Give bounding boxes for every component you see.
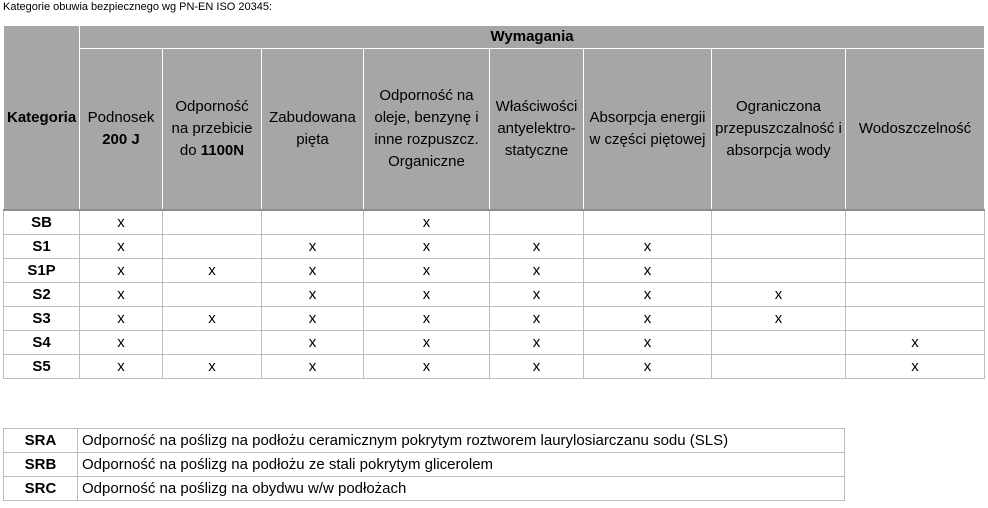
- requirement-cell: x: [584, 235, 712, 259]
- requirement-cell: x: [80, 307, 163, 331]
- table-row: [4, 477, 845, 501]
- requirement-cell: x: [80, 355, 163, 379]
- requirement-cell: x: [364, 331, 490, 355]
- requirement-cell: x: [364, 283, 490, 307]
- requirement-cell: x: [712, 283, 846, 307]
- requirement-cell: x: [712, 307, 846, 331]
- requirement-cell: [846, 210, 985, 235]
- requirement-cell: [262, 210, 364, 235]
- requirement-cell: [846, 283, 985, 307]
- requirement-cell: x: [80, 331, 163, 355]
- requirement-cell: x: [490, 283, 584, 307]
- requirement-cell: x: [364, 259, 490, 283]
- table-row: [4, 453, 845, 477]
- requirement-cell: x: [163, 307, 262, 331]
- slip-resistance-table: [3, 428, 845, 501]
- requirement-cell: x: [490, 307, 584, 331]
- category-cell: S2: [4, 283, 80, 307]
- requirement-cell: [163, 210, 262, 235]
- requirement-cell: [163, 283, 262, 307]
- requirement-cell: x: [584, 355, 712, 379]
- category-cell: S1P: [4, 259, 80, 283]
- header-kategoria: Kategoria: [4, 26, 80, 211]
- category-cell: S4: [4, 331, 80, 355]
- category-cell: S5: [4, 355, 80, 379]
- header-przebicie: Odporność na przebicie do 1100N: [163, 49, 262, 211]
- requirement-cell: x: [262, 283, 364, 307]
- table-row: [4, 307, 985, 331]
- requirement-cell: x: [584, 283, 712, 307]
- requirement-cell: x: [490, 331, 584, 355]
- header-podnosek: Podnosek 200 J: [80, 49, 163, 211]
- table-row: [4, 429, 845, 453]
- requirement-cell: x: [262, 235, 364, 259]
- requirement-cell: x: [490, 235, 584, 259]
- category-cell: S3: [4, 307, 80, 331]
- requirement-cell: x: [364, 355, 490, 379]
- requirement-cell: [846, 259, 985, 283]
- header-wymagania: Wymagania: [80, 26, 985, 49]
- requirement-cell: x: [490, 355, 584, 379]
- requirement-cell: x: [584, 307, 712, 331]
- table-row: [4, 331, 985, 355]
- requirement-cell: [846, 235, 985, 259]
- requirement-cell: x: [262, 355, 364, 379]
- requirement-cell: x: [364, 210, 490, 235]
- requirement-cell: x: [262, 331, 364, 355]
- table-row: [4, 259, 985, 283]
- requirement-cell: [712, 235, 846, 259]
- slip-description: Odporność na poślizg na podłożu ceramicznym pokrytym roztworem laurylosiarczanu sodu (SLS): [78, 429, 845, 453]
- category-cell: SB: [4, 210, 80, 235]
- requirement-cell: x: [80, 210, 163, 235]
- header-absorpcja-energii: Absorpcja energii w części piętowej: [584, 49, 712, 211]
- slip-code: SRC: [4, 477, 78, 501]
- header-przepuszczalnosc: Ograniczona przepuszczalność i absorpcja wody: [712, 49, 846, 211]
- requirement-cell: x: [262, 259, 364, 283]
- requirement-cell: x: [584, 331, 712, 355]
- requirement-cell: x: [584, 259, 712, 283]
- requirement-cell: x: [846, 331, 985, 355]
- requirement-cell: x: [163, 355, 262, 379]
- header-wodoszczelnosc: Wodoszczelność: [846, 49, 985, 211]
- table-row: [4, 283, 985, 307]
- slip-code: SRA: [4, 429, 78, 453]
- requirement-cell: [584, 210, 712, 235]
- requirement-cell: [490, 210, 584, 235]
- requirement-cell: [712, 355, 846, 379]
- requirement-cell: [712, 331, 846, 355]
- header-pieta: Zabudowana pięta: [262, 49, 364, 211]
- slip-description: Odporność na poślizg na obydwu w/w podłożach: [78, 477, 845, 501]
- table-row: [4, 355, 985, 379]
- table-row: [4, 235, 985, 259]
- requirement-cell: [712, 210, 846, 235]
- slip-description: Odporność na poślizg na podłożu ze stali pokrytym glicerolem: [78, 453, 845, 477]
- slip-code: SRB: [4, 453, 78, 477]
- requirement-cell: x: [80, 259, 163, 283]
- category-cell: S1: [4, 235, 80, 259]
- requirement-cell: x: [846, 355, 985, 379]
- requirement-cell: [712, 259, 846, 283]
- requirement-cell: x: [490, 259, 584, 283]
- requirement-cell: [163, 331, 262, 355]
- requirement-cell: [846, 307, 985, 331]
- requirement-cell: x: [262, 307, 364, 331]
- requirement-cell: x: [163, 259, 262, 283]
- table-row: [4, 210, 985, 235]
- table-caption: Kategorie obuwia bezpiecznego wg PN-EN ISO 20345:: [3, 1, 273, 13]
- requirement-cell: x: [80, 283, 163, 307]
- requirement-cell: x: [364, 307, 490, 331]
- requirement-cell: [163, 235, 262, 259]
- header-antyelektrostatyczne: Właściwości antyelektro- statyczne: [490, 49, 584, 211]
- requirement-cell: x: [364, 235, 490, 259]
- safety-footwear-table: [3, 25, 985, 379]
- requirement-cell: x: [80, 235, 163, 259]
- header-oleje: Odporność na oleje, benzynę i inne rozpuszcz. Organiczne: [364, 49, 490, 211]
